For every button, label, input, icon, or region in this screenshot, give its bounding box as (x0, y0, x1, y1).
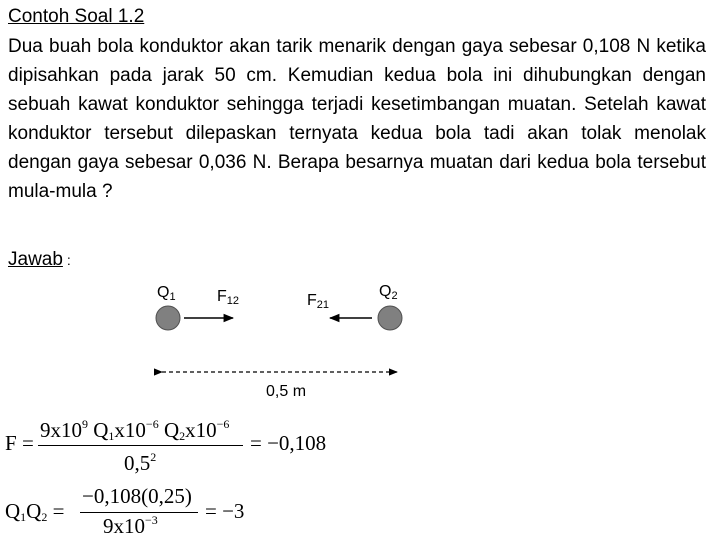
problem-statement: Dua buah bola konduktor akan tarik menarik dengan gaya sebesar 0,108 N ketika dipisahkan pada jarak 50 cm. Kemudian kedua bola ini dihubungkan dengan sebuah kawat konduktor sehingga terjadi kesetimbangan muatan. Setelah kawat konduktor tersebut dilepaskan ternyata kedua bola tadi akan tolak menolak dengan gaya sebesar 0,036 N. Berapa besarnya muatan dari kedua bola tersebut mula-mula ? (8, 36, 706, 202)
sphere-q2 (378, 306, 402, 330)
label-f21: $F_{21}$ (307, 292, 330, 311)
sphere-q1 (156, 306, 180, 330)
eq2-numerator: −0,108(0,25) (82, 484, 192, 508)
eq1-fraction-bar (38, 445, 243, 446)
answer-colon: : (66, 252, 71, 268)
label-q1: $Q_1$ (157, 284, 176, 303)
eq2-result: = −3 (205, 499, 245, 523)
eq1-denominator: $0,5^2$ (124, 450, 157, 475)
distance-label: 0,5 m (266, 383, 307, 400)
eq1-result: = −0,108 (250, 431, 327, 455)
example-title: Contoh Soal 1.2 (8, 6, 145, 27)
label-q2: $Q_2$ (379, 283, 398, 302)
eq2-denominator: $9x10^{-3}$ (103, 513, 158, 538)
eq1-numerator: $9x10^9$ $Q_1x10^{-6}$ $Q_2x10^{-6}$ (40, 417, 230, 443)
answer-label: Jawab (8, 249, 63, 270)
eq1-lhs: F = (5, 431, 34, 455)
eq2-lhs: $Q_1Q_2$ = (5, 499, 65, 524)
label-f12: $F_{12}$ (217, 288, 240, 307)
